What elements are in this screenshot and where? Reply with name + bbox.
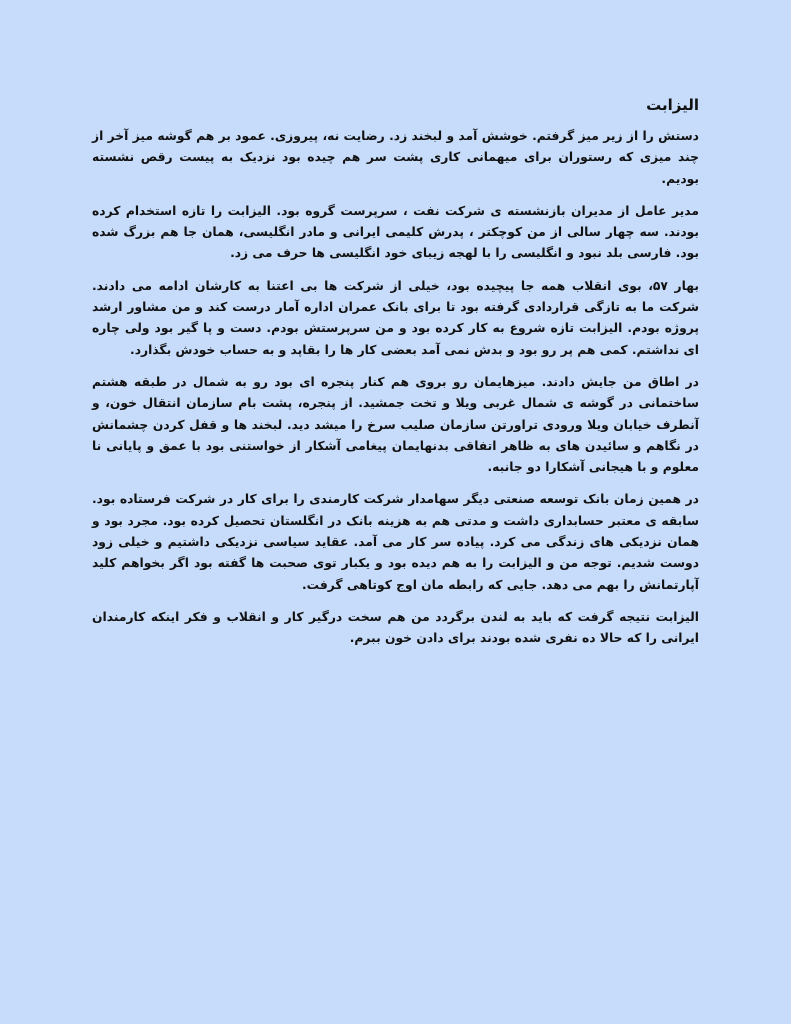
paragraph-4: در اطاق من جایش دادند. میزهایمان رو بروی هم کنار پنجره ای بود رو به شمال در طبقه هشتم ساختمانی در گوشه ی شمال غربی ویلا و تخت جمشید. از پنجره، پشت بام سازمان انتقال خون، و آنطرف خیابان ویلا ورودی تراورتن سازمان صلیب سرخ را میشد دید. لبخند ها و قفل کردن چشمانش در نگاهم و سائیدن های به ظاهر اتفاقی بدنهایمان پیغامی آشکار از خواستنی بود با عمق و پایانی نا معلوم و با هیجانی آشکارا دو جانبه. bbox=[92, 374, 699, 475]
document-body bbox=[92, 94, 699, 650]
document-title: الیزابت bbox=[646, 96, 699, 114]
paragraph-1: دستش را از زیر میز گرفتم. خوشش آمد و لبخند زد. رضایت نه، پیروزی. عمود بر هم گوشه میز آخر از چند میزی که رستوران برای میهمانی کاری پشت سر هم چیده بود نزدیک به پیست رقص نشسته بودیم. bbox=[92, 129, 699, 186]
paragraph-5: در همین زمان بانک توسعه صنعتی دیگر سهامدار شرکت کارمندی را برای کار در شرکت فرستاده بود. سابقه ی معتبر حسابداری داشت و مدتی هم به هزینه بانک در انگلستان تحصیل کرده بود. مجرد بود و همان نزدیکی های زندگی می کرد. پیاده سر کار می آمد. عقاید سیاسی نزدیکی داشتیم و خیلی زود دوست شدیم. توجه من و الیزابت را به هم دیده بود و یکبار توی صحبت ها گفته بود اگر بخواهم کلید آپارتمانش را بهم می دهد. جایی که رابطه مان اوج کوتاهی گرفت. bbox=[92, 492, 699, 592]
paragraph-2: مدیر عامل از مدیران بازنشسته ی شرکت نفت ، سرپرست گروه بود. الیزابت را تازه استخدام کرده بودند. سه چهار سالی از من کوچکتر ، پدرش کلیمی ایرانی و مادر انگلیسی، همان جا هم بزرگ شده بود. فارسی بلد نبود و انگلیسی را با لهجه زیبای خود انگلیسی ها حرف می زد. bbox=[92, 203, 699, 261]
paragraph-3: بهار ۵۷، بوی انقلاب همه جا پیچیده بود، خیلی از شرکت ها بی اعتنا به کارشان ادامه می دادند. شرکت ما به تازگی قراردادی گرفته بود تا برای بانک عمران اداره آمار درست کند و من مشاور ارشد پروژه بودم. الیزابت تازه شروع به کار کرده بود و من سرپرستش بودم. دست و پا گیر بود ولی چاره ای نداشتم. کمی هم پر رو بود و بدش نمی آمد بعضی کار ها را بقاپد و به حساب خودش بگذارد. bbox=[92, 278, 699, 357]
paragraph-6: الیزابت نتیجه گرفت که باید به لندن برگردد من هم سخت درگیر کار و انقلاب و فکر اینکه کارمندان ایرانی را که حالا ده نفری شده بودند برای دادن خون ببرم. bbox=[92, 609, 699, 646]
